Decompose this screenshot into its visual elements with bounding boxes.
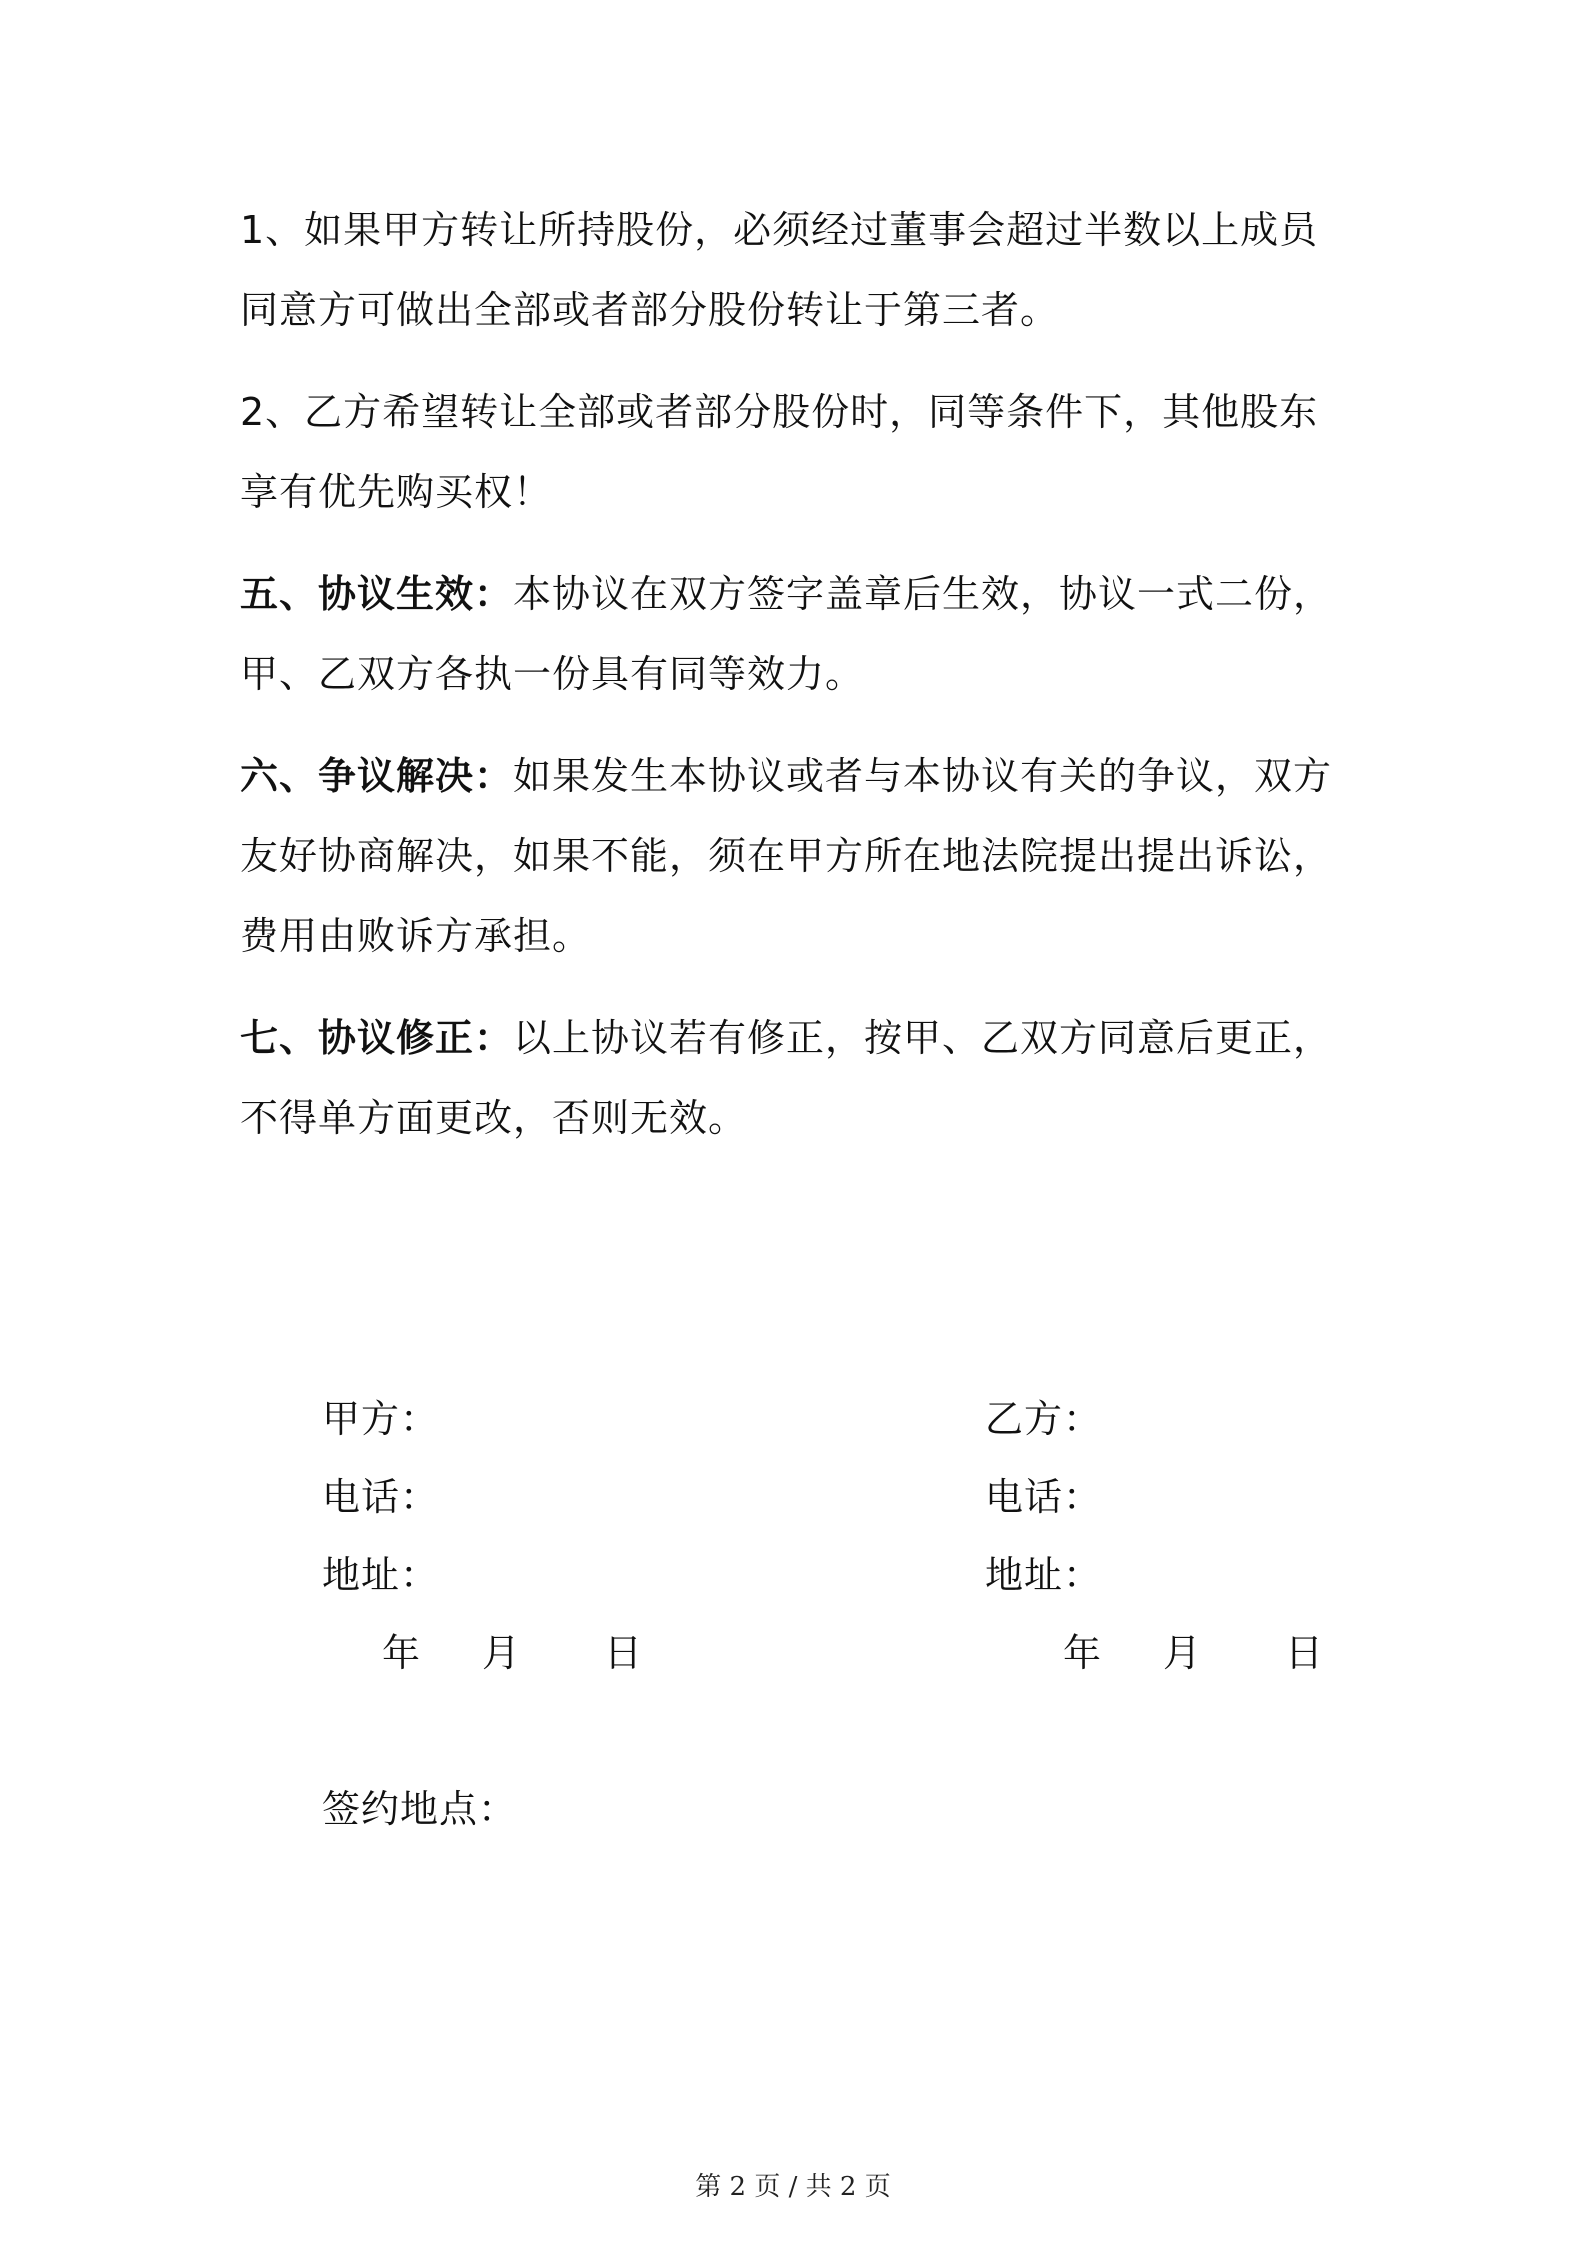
party-a-phone-label: 电话： bbox=[322, 1475, 440, 1519]
party-a-date-day: 日 bbox=[604, 1631, 643, 1675]
clause-dispute-heading: 六、争议解决： bbox=[240, 754, 514, 798]
page-footer: 第 2 页 / 共 2 页 bbox=[695, 2172, 891, 2202]
clause-amendment-text: 以上协议若有修正，按甲、乙双方同意后更正，不得单方面更改，否则无效。 bbox=[240, 1016, 1333, 1140]
party-b-signature-block bbox=[985, 1380, 1102, 1614]
clause-amendment-heading: 七、协议修正： bbox=[240, 1016, 514, 1060]
clause-dispute bbox=[240, 736, 1350, 976]
party-b-label: 乙方： bbox=[985, 1397, 1103, 1441]
party-b-date-month: 月 bbox=[1163, 1631, 1202, 1675]
party-a-label: 甲方： bbox=[322, 1397, 440, 1441]
clause-effect bbox=[240, 554, 1350, 714]
clause-effect-heading: 五、协议生效： bbox=[240, 572, 514, 616]
agreement-body bbox=[240, 190, 1350, 1180]
party-b-address-label: 地址： bbox=[985, 1553, 1103, 1597]
clause-dispute-text: 如果发生本协议或者与本协议有关的争议，双方友好协商解决，如果不能，须在甲方所在地法院提出提出诉讼，费用由败诉方承担。 bbox=[240, 754, 1333, 958]
party-a-date-year: 年 bbox=[382, 1631, 421, 1675]
clause-amendment bbox=[240, 998, 1350, 1158]
party-b-date-day: 日 bbox=[1285, 1631, 1324, 1675]
clause-1 bbox=[240, 190, 1350, 350]
party-b-phone-label: 电话： bbox=[985, 1475, 1103, 1519]
party-a-address-label: 地址： bbox=[322, 1553, 440, 1597]
party-b-date bbox=[1063, 1614, 1323, 1692]
clause-2-text: 2、乙方希望转让全部或者部分股份时，同等条件下，其他股东享有优先购买权！ bbox=[240, 390, 1319, 514]
clause-2 bbox=[240, 372, 1350, 532]
clause-effect-text: 本协议在双方签字盖章后生效，协议一式二份，甲、乙双方各执一份具有同等效力。 bbox=[240, 572, 1333, 696]
party-a-signature-block bbox=[322, 1380, 439, 1614]
party-a-date-month: 月 bbox=[482, 1631, 521, 1675]
party-a-date bbox=[382, 1614, 642, 1692]
clause-1-text: 1、如果甲方转让所持股份，必须经过董事会超过半数以上成员同意方可做出全部或者部分股份转让于第三者。 bbox=[240, 208, 1319, 332]
party-b-date-year: 年 bbox=[1063, 1631, 1102, 1675]
signing-place-label: 签约地点： bbox=[322, 1787, 518, 1831]
